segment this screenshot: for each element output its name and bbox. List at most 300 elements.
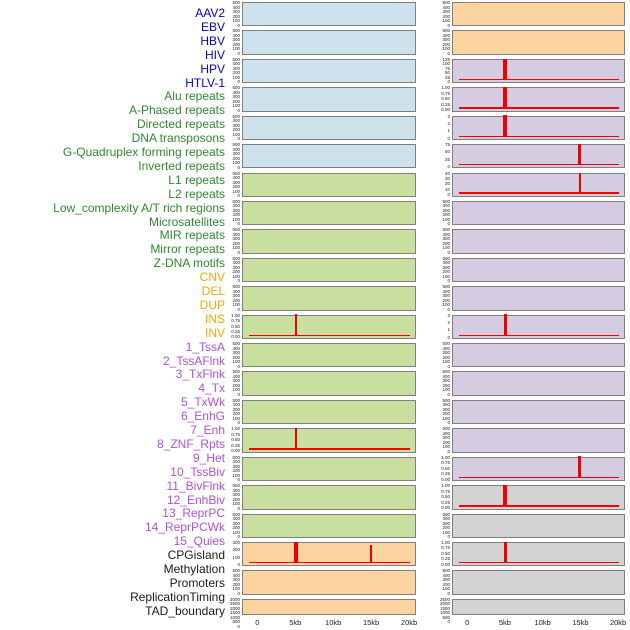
y-tick-label: 300 (442, 293, 450, 299)
track-panel (442, 397, 625, 426)
y-tick-label: 0 (237, 193, 240, 199)
x-axis-tick-label: 20kb (400, 618, 418, 627)
track-panel (232, 142, 416, 170)
y-tick-label: 200 (442, 411, 450, 417)
track-panel (232, 113, 416, 142)
y-tick-label: 0.50 (441, 494, 450, 500)
y-tick-label: 0 (447, 163, 450, 169)
track-panel (232, 568, 416, 596)
y-tick-label: 400 (232, 175, 240, 181)
y-axis-ticks (416, 342, 450, 368)
y-axis-ticks (206, 200, 240, 226)
signal-spike (504, 314, 507, 336)
y-tick-label: 0 (447, 334, 450, 340)
signal-baseline (459, 164, 619, 166)
y-tick-label: 0.25 (441, 499, 450, 505)
track-label: Alu repeats (164, 89, 225, 104)
y-tick-label: 500 (442, 28, 450, 34)
y-tick-label: 0 (237, 534, 240, 540)
y-axis-ticks (416, 399, 450, 425)
track-panel (442, 227, 625, 255)
track-label: Directed repeats (136, 117, 225, 132)
track-panel (232, 369, 416, 397)
y-tick-label: 25 (444, 74, 450, 80)
y-tick-label: 2000 (439, 601, 450, 607)
y-tick-label: 100 (232, 586, 240, 592)
y-tick-label: 100 (232, 216, 240, 222)
signal-spike (295, 314, 297, 336)
y-tick-label: 200 (442, 240, 450, 246)
y-tick-label: 125 (442, 56, 450, 62)
signal-spike (578, 456, 581, 478)
y-tick-label: 200 (232, 13, 240, 19)
y-tick-label: 300 (232, 37, 240, 43)
y-tick-label: 200 (442, 41, 450, 47)
y-tick-label: 0.00 (441, 561, 450, 567)
y-axis-ticks (206, 427, 240, 453)
y-tick-label: 200 (232, 240, 240, 246)
y-tick-label: 500 (232, 619, 240, 625)
y-tick-label: 200 (442, 439, 450, 445)
track-label: 7_Enh (190, 423, 225, 437)
y-tick-label: 300 (442, 406, 450, 412)
y-tick-label: 500 (232, 0, 240, 5)
track-label: 10_TssBiv (170, 464, 225, 479)
y-axis-ticks (416, 569, 450, 595)
y-tick-label: 200 (232, 98, 240, 104)
y-tick-label: 0 (447, 249, 450, 255)
y-tick-label: 100 (442, 273, 450, 279)
track-panel (442, 341, 625, 369)
y-tick-label: 400 (232, 288, 240, 294)
signal-baseline (459, 477, 619, 479)
y-axis-ticks (206, 143, 240, 169)
y-axis-ticks (206, 513, 240, 539)
track-label: CNV (199, 270, 225, 285)
signal-spike (370, 545, 372, 563)
y-tick-label: 0.75 (441, 460, 450, 466)
y-tick-label: 500 (442, 255, 450, 261)
y-tick-label: 1500 (439, 605, 450, 611)
y-tick-label: 0.00 (441, 476, 450, 482)
y-tick-label: 100 (442, 529, 450, 535)
x-axis-tick-label: 15kb (362, 618, 380, 627)
y-tick-label: 200 (232, 70, 240, 76)
y-tick-label: 2500 (229, 601, 240, 607)
y-tick-label: 100 (232, 160, 240, 166)
y-tick-label: 0 (447, 391, 450, 397)
y-tick-label: 100 (442, 216, 450, 222)
y-tick-label: 50 (444, 70, 450, 76)
y-tick-label: 200 (442, 212, 450, 218)
y-tick-label: 300 (442, 37, 450, 43)
track-label: A-Phased repeats (128, 103, 225, 118)
y-tick-label: 0 (237, 391, 240, 397)
y-tick-label: 200 (232, 468, 240, 474)
track-panel (232, 227, 416, 255)
y-tick-label: 0.25 (231, 442, 240, 448)
y-axis-ticks (206, 541, 240, 567)
y-axis-ticks (416, 86, 450, 112)
y-tick-label: 100 (232, 245, 240, 251)
y-tick-label: 400 (442, 430, 450, 436)
signal-spike (503, 87, 507, 109)
y-tick-label: 0 (237, 505, 240, 511)
track-label: AAV2 (195, 6, 225, 20)
y-tick-label: 500 (232, 483, 240, 489)
y-tick-label: 500 (442, 284, 450, 290)
y-tick-label: 400 (232, 516, 240, 522)
y-axis-ticks (416, 456, 450, 482)
track-label: G-Quadruplex forming repeats (62, 145, 225, 159)
track-label: INV (204, 325, 225, 340)
track-panel (232, 255, 416, 284)
y-tick-label: 300 (232, 94, 240, 100)
y-tick-label: 500 (442, 397, 450, 403)
y-tick-label: 400 (442, 402, 450, 408)
y-tick-label: 400 (232, 572, 240, 578)
y-tick-label: 100 (232, 74, 240, 80)
track-panel (442, 284, 625, 312)
y-tick-label: 3 (447, 113, 450, 119)
y-axis-ticks (416, 513, 450, 539)
y-tick-label: 100 (232, 46, 240, 52)
y-tick-label: 2500 (439, 596, 450, 602)
y-tick-label: 100 (232, 472, 240, 478)
track-panel (444, 142, 625, 169)
y-tick-label: 40 (444, 170, 450, 176)
x-axis-tick-label: 0 (255, 618, 260, 627)
track-panel (442, 369, 625, 397)
track-panel (442, 56, 625, 85)
track-label: 8_ZNF_Rpts (156, 436, 225, 451)
y-tick-label: 200 (232, 212, 240, 218)
track-label: Low_complexity A/T rich regions (53, 200, 225, 215)
track-label: Promoters (169, 575, 225, 590)
y-tick-label: 2 (447, 319, 450, 325)
y-axis-ticks (416, 596, 450, 625)
track-panel (232, 0, 416, 28)
x-axis-tick-label: 15kb (572, 618, 589, 627)
signal-baseline (459, 136, 619, 138)
track-label: HIV (204, 47, 225, 62)
y-tick-label: 200 (232, 297, 240, 303)
y-tick-label: 400 (232, 61, 240, 67)
y-tick-label: 400 (232, 203, 240, 209)
track-label: HPV (200, 61, 225, 76)
y-tick-label: 0.25 (231, 329, 240, 335)
y-axis-ticks (416, 427, 450, 453)
y-tick-label: 200 (442, 525, 450, 531)
y-axis-ticks (416, 115, 450, 141)
y-tick-label: 75 (444, 142, 450, 148)
y-tick-label: 0 (237, 477, 240, 483)
y-tick-label: 1.00 (441, 539, 450, 545)
signal-baseline (249, 562, 410, 564)
y-tick-label: 400 (442, 231, 450, 237)
track-label: DUP (199, 297, 225, 312)
y-tick-label: 1.00 (231, 312, 240, 318)
y-tick-label: 100 (232, 18, 240, 23)
y-axis-ticks (416, 228, 450, 254)
y-tick-label: 100 (232, 188, 240, 194)
x-axis-tick-label: 5kb (289, 618, 302, 627)
track-panel (442, 426, 625, 454)
y-tick-label: 300 (442, 577, 450, 583)
track-panel (232, 539, 416, 567)
x-axis-tick-label: 20kb (609, 618, 627, 627)
y-tick-label: 200 (232, 127, 240, 133)
track-label: 1_TssA (185, 339, 225, 354)
y-tick-label: 0 (237, 590, 240, 596)
track-label: 15_Quies (173, 534, 225, 549)
y-tick-label: 200 (442, 269, 450, 275)
y-tick-label: 0.75 (231, 431, 240, 437)
y-axis-ticks (206, 484, 240, 510)
y-axis-ticks (206, 569, 240, 595)
y-tick-label: 500 (442, 0, 450, 5)
y-tick-label: 0 (237, 79, 240, 85)
y-tick-label: 300 (442, 378, 450, 384)
track-panel (442, 568, 625, 596)
signal-spike (578, 144, 581, 166)
y-tick-label: 0 (447, 192, 450, 198)
y-tick-label: 0.75 (441, 90, 450, 96)
y-tick-label: 300 (232, 492, 240, 498)
y-tick-label: 200 (232, 382, 240, 388)
y-tick-label: 400 (232, 146, 240, 152)
track-label: 14_ReprPCWk (144, 520, 225, 535)
track-panel (442, 511, 625, 540)
y-tick-label: 0 (447, 363, 450, 369)
track-label: 4_Tx (198, 381, 225, 396)
track-label: 9_Het (192, 450, 225, 465)
y-tick-label: 400 (442, 203, 450, 209)
y-axis-ticks (206, 314, 240, 340)
y-tick-label: 500 (232, 142, 240, 148)
track-panel (231, 312, 416, 340)
y-tick-label: 1.00 (231, 426, 240, 432)
y-tick-label: 100 (232, 131, 240, 137)
y-tick-label: 400 (442, 4, 450, 10)
x-axis-tick-label: 10kb (534, 618, 551, 627)
y-tick-label: 300 (232, 151, 240, 157)
y-tick-label: 300 (442, 435, 450, 441)
y-tick-label: 0 (447, 278, 450, 284)
y-axis-ticks (416, 484, 450, 510)
y-tick-label: 300 (232, 122, 240, 128)
track-panel (232, 284, 416, 312)
y-axis-ticks (416, 257, 450, 283)
signal-baseline (459, 107, 619, 109)
y-tick-label: 0 (237, 22, 240, 28)
y-axis-ticks (206, 456, 240, 482)
y-axis-ticks (416, 29, 450, 55)
y-tick-label: 400 (232, 231, 240, 237)
y-tick-label: 1.00 (441, 85, 450, 91)
y-tick-label: 400 (442, 32, 450, 38)
y-tick-label: 200 (442, 13, 450, 19)
y-tick-label: 100 (232, 359, 240, 365)
track-panel (441, 483, 625, 510)
track-label: 5_TxWk (180, 395, 225, 410)
y-tick-label: 100 (442, 359, 450, 365)
y-tick-label: 0 (237, 623, 240, 629)
y-tick-label: 100 (442, 302, 450, 308)
track-label: 13_ReprPC (162, 506, 225, 521)
y-axis-ticks (206, 29, 240, 55)
y-tick-label: 400 (232, 459, 240, 465)
track-label: EBV (200, 19, 225, 34)
y-tick-label: 0 (447, 79, 450, 85)
y-tick-label: 0 (237, 278, 240, 284)
track-panel (441, 454, 625, 482)
y-tick-label: 400 (442, 345, 450, 351)
y-tick-label: 300 (232, 577, 240, 583)
y-tick-label: 0 (237, 561, 240, 567)
y-axis-ticks (206, 58, 240, 84)
y-axis-ticks (416, 143, 450, 169)
y-tick-label: 200 (232, 269, 240, 275)
y-tick-label: 500 (442, 511, 450, 517)
y-axis-ticks (206, 257, 240, 283)
y-tick-label: 400 (442, 516, 450, 522)
y-tick-label: 400 (232, 118, 240, 124)
y-tick-label: 300 (232, 378, 240, 384)
y-tick-label: 300 (232, 179, 240, 185)
y-tick-label: 0.75 (441, 488, 450, 494)
y-axis-ticks (206, 285, 240, 311)
track-panel (232, 28, 416, 56)
y-axis-ticks (416, 370, 450, 396)
y-tick-label: 75 (444, 65, 450, 71)
y-tick-label: 0 (447, 135, 450, 141)
y-tick-label: 0 (447, 50, 450, 56)
y-axis-ticks (206, 86, 240, 112)
y-tick-label: 300 (232, 406, 240, 412)
y-tick-label: 0.50 (441, 550, 450, 556)
signal-baseline (459, 505, 619, 507)
y-tick-label: 0.00 (231, 448, 240, 454)
y-tick-label: 0 (237, 164, 240, 170)
signal-spike (503, 485, 507, 507)
y-tick-label: 300 (232, 9, 240, 14)
signal-baseline (249, 335, 410, 337)
y-tick-label: 500 (232, 397, 240, 403)
y-tick-label: 500 (442, 227, 450, 233)
y-tick-label: 200 (232, 184, 240, 190)
y-tick-label: 300 (232, 539, 240, 545)
signal-spike (294, 542, 298, 564)
track-label: DNA transposons (131, 131, 225, 146)
y-axis-ticks (416, 172, 450, 198)
y-tick-label: 300 (442, 350, 450, 356)
y-tick-label: 100 (232, 501, 240, 507)
y-axis-ticks (416, 58, 450, 84)
track-label: HBV (200, 33, 225, 48)
y-tick-label: 2000 (229, 605, 240, 611)
y-tick-label: 500 (232, 56, 240, 62)
y-tick-label: 300 (442, 236, 450, 242)
y-tick-label: 500 (232, 28, 240, 34)
y-tick-label: 1500 (229, 610, 240, 616)
y-tick-label: 0 (447, 534, 450, 540)
y-axis-ticks (206, 172, 240, 198)
y-axis-ticks (206, 1, 240, 27)
y-tick-label: 0.50 (441, 465, 450, 471)
y-tick-label: 30 (444, 175, 450, 181)
track-panel (447, 113, 625, 141)
y-tick-label: 200 (232, 155, 240, 161)
y-tick-label: 0 (447, 448, 450, 454)
signal-spike (503, 115, 507, 137)
y-tick-label: 200 (442, 382, 450, 388)
y-tick-label: 200 (442, 297, 450, 303)
y-tick-label: 200 (232, 411, 240, 417)
track-label: 11_BivFlnk (166, 478, 225, 493)
y-tick-label: 1.00 (441, 483, 450, 489)
y-tick-label: 300 (232, 520, 240, 526)
y-tick-label: 100 (232, 103, 240, 109)
track-label: INS (204, 311, 225, 326)
track-panel (232, 170, 416, 199)
y-tick-label: 500 (232, 369, 240, 375)
y-tick-label: 100 (232, 529, 240, 535)
y-tick-label: 100 (442, 387, 450, 393)
track-label: TAD_boundary (145, 603, 225, 618)
y-tick-label: 400 (232, 32, 240, 38)
track-panel (232, 454, 416, 483)
y-tick-label: 500 (232, 511, 240, 517)
y-tick-label: 0 (447, 22, 450, 28)
track-label: Methylation (163, 562, 225, 576)
y-tick-label: 1000 (229, 614, 240, 620)
signal-baseline (459, 192, 619, 194)
y-tick-label: 0 (447, 619, 450, 625)
y-tick-label: 100 (442, 444, 450, 450)
y-tick-label: 3 (447, 312, 450, 318)
y-tick-label: 500 (232, 113, 240, 119)
track-panel (231, 426, 416, 454)
y-tick-label: 0.00 (441, 107, 450, 113)
y-tick-label: 500 (232, 454, 240, 460)
y-tick-label: 300 (232, 463, 240, 469)
y-tick-label: 1 (447, 327, 450, 333)
track-label: ReplicationTiming (130, 589, 225, 604)
track-label: L1 repeats (168, 172, 225, 187)
track-label: Inverted repeats (138, 158, 225, 173)
y-tick-label: 0 (237, 136, 240, 142)
y-tick-label: 300 (232, 207, 240, 213)
x-axis-tick-label: 0 (465, 618, 470, 627)
y-tick-label: 25 (444, 156, 450, 162)
y-tick-label: 500 (232, 170, 240, 176)
y-axis-ticks (416, 541, 450, 567)
x-axis-tick-label: 10kb (325, 618, 342, 627)
track-label: DEL (201, 284, 225, 298)
y-tick-label: 20 (444, 181, 450, 187)
y-tick-label: 0.00 (231, 334, 240, 340)
y-tick-label: 400 (442, 373, 450, 379)
y-tick-label: 0.25 (441, 101, 450, 107)
y-tick-label: 200 (232, 581, 240, 587)
y-tick-label: 500 (442, 614, 450, 620)
y-tick-label: 0 (447, 221, 450, 227)
track-panel (442, 0, 625, 28)
track-panel (442, 198, 625, 227)
y-tick-label: 0 (237, 50, 240, 56)
signal-baseline (459, 79, 619, 81)
